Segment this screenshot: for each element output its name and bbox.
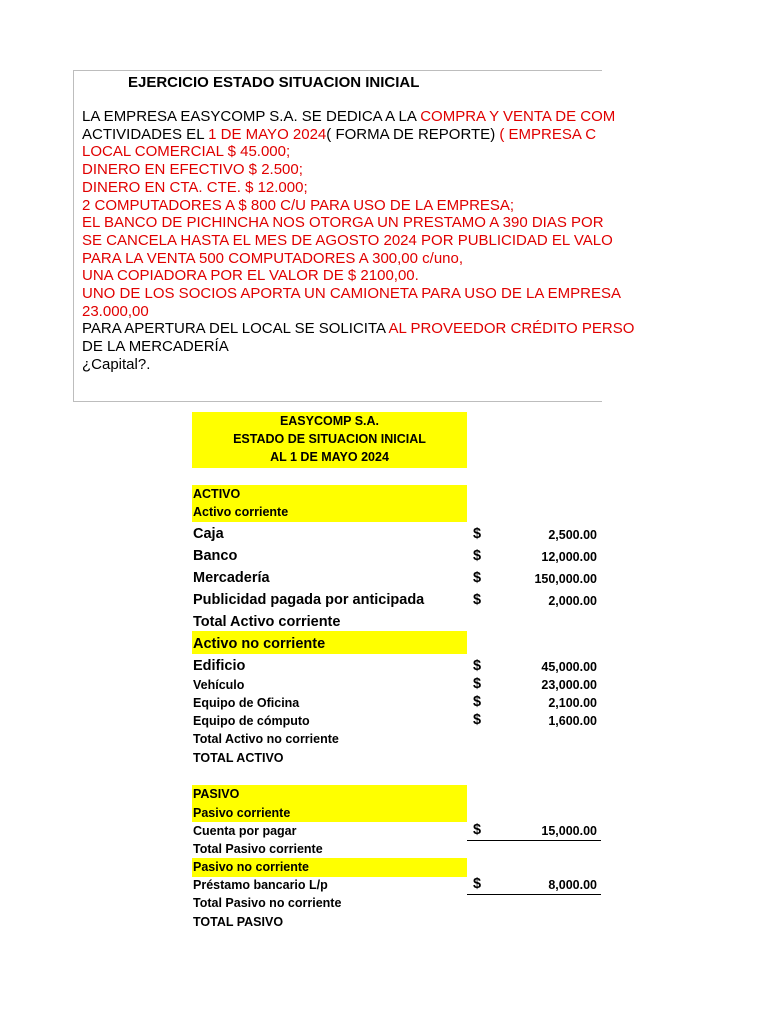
row-edificio-currency: $ (473, 658, 482, 674)
row-banco-label: Banco (193, 548, 238, 564)
row-mercaderia-amount: 150,000.00 (534, 572, 597, 586)
subsection-pasivo-no-corriente: Pasivo no corriente (193, 860, 310, 874)
row-vehiculo-amount: 23,000.00 (541, 678, 597, 692)
exercise-segment: DINERO EN EFECTIVO $ 2.500; (82, 161, 303, 179)
row-caja-label: Caja (193, 526, 224, 542)
exercise-segment: ( FORMA DE REPORTE) (326, 125, 500, 143)
exercise-segment: ¿Capital?. (82, 355, 151, 373)
row-prestamo-currency: $ (473, 876, 482, 892)
exercise-segment: PARA APERTURA DEL LOCAL SE SOLICITA (82, 320, 389, 338)
exercise-segment: DINERO EN CTA. CTE. $ 12.000; (82, 178, 308, 196)
row-publicidad-currency: $ (473, 592, 482, 608)
exercise-segment: 2 COMPUTADORES A $ 800 C/U PARA USO DE LA EMPRESA; (82, 196, 515, 214)
subsection-pasivo-corriente: Pasivo corriente (193, 806, 291, 820)
row-total-activo: TOTAL ACTIVO (193, 751, 284, 765)
exercise-segment: PARA LA VENTA 500 COMPUTADORES A 300,00 c/uno, (82, 249, 464, 267)
underline-prestamo (467, 894, 601, 895)
exercise-segment: DE LA MERCADERÍA (82, 338, 229, 356)
row-publicidad-amount: 2,000.00 (548, 594, 597, 608)
subsection-activo-corriente: Activo corriente (193, 505, 289, 519)
row-equipo-computo-amount: 1,600.00 (548, 714, 597, 728)
row-equipo-oficina-currency: $ (473, 694, 482, 710)
row-mercaderia-label: Mercadería (193, 570, 270, 586)
exercise-segment: UNO DE LOS SOCIOS APORTA UN CAMIONETA PARA USO DE LA EMPRESA (82, 285, 622, 303)
row-prestamo-amount: 8,000.00 (548, 878, 597, 892)
row-mercaderia-currency: $ (473, 570, 482, 586)
exercise-segment: LOCAL COMERCIAL $ 45.000; (82, 143, 291, 161)
row-publicidad-label: Publicidad pagada por anticipada (193, 592, 425, 608)
section-activo: ACTIVO (193, 487, 241, 501)
exercise-segment: ACTIVIDADES EL (82, 125, 209, 143)
row-total-pasivo-no-corriente: Total Pasivo no corriente (193, 896, 342, 910)
row-caja-currency: $ (473, 526, 482, 542)
row-cuenta-por-pagar-label: Cuenta por pagar (193, 824, 297, 838)
section-pasivo: PASIVO (193, 787, 240, 801)
exercise-segment: UNA COPIADORA POR EL VALOR DE $ 2100,00. (82, 267, 419, 285)
subsection-activo-no-corriente: Activo no corriente (193, 636, 326, 652)
row-total-activo-corriente: Total Activo corriente (193, 614, 341, 630)
row-equipo-computo-currency: $ (473, 712, 482, 728)
exercise-title: EJERCICIO ESTADO SITUACION INICIAL (128, 74, 420, 91)
row-equipo-oficina-amount: 2,100.00 (548, 696, 597, 710)
row-total-activo-no-corriente: Total Activo no corriente (193, 732, 339, 746)
row-equipo-computo-label: Equipo de cómputo (193, 714, 310, 728)
exercise-segment: LA EMPRESA EASYCOMP S.A. SE DEDICA A LA (82, 108, 421, 125)
row-vehiculo-label: Vehículo (193, 678, 245, 692)
statement-date: AL 1 DE MAYO 2024 (270, 450, 389, 464)
row-banco-amount: 12,000.00 (541, 550, 597, 564)
underline-cuenta-por-pagar (467, 840, 601, 841)
row-total-pasivo: TOTAL PASIVO (193, 915, 284, 929)
statement-title: ESTADO DE SITUACION INICIAL (233, 432, 426, 446)
row-edificio-label: Edificio (193, 658, 246, 674)
row-edificio-amount: 45,000.00 (541, 660, 597, 674)
exercise-segment: 23.000,00 (82, 302, 149, 320)
exercise-segment: SE CANCELA HASTA EL MES DE AGOSTO 2024 POR PUBLICIDAD EL VALO (82, 231, 613, 249)
exercise-segment: COMPRA Y VENTA DE COM (420, 108, 616, 125)
exercise-segment: EL BANCO DE PICHINCHA NOS OTORGA UN PRESTAMO A 390 DIAS POR (82, 214, 604, 232)
row-total-pasivo-corriente: Total Pasivo corriente (193, 842, 323, 856)
row-vehiculo-currency: $ (473, 676, 482, 692)
row-equipo-oficina-label: Equipo de Oficina (193, 696, 300, 710)
row-cuenta-por-pagar-currency: $ (473, 822, 482, 838)
row-caja-amount: 2,500.00 (548, 528, 597, 542)
company-name: EASYCOMP S.A. (279, 414, 380, 428)
row-prestamo-label: Préstamo bancario L/p (193, 878, 328, 892)
exercise-segment: 1 DE MAYO 2024 (208, 125, 327, 143)
row-cuenta-por-pagar-amount: 15,000.00 (541, 824, 597, 838)
row-banco-currency: $ (473, 548, 482, 564)
exercise-segment: ( EMPRESA C (499, 125, 597, 143)
exercise-segment: AL PROVEEDOR CRÉDITO PERSO (388, 320, 635, 338)
